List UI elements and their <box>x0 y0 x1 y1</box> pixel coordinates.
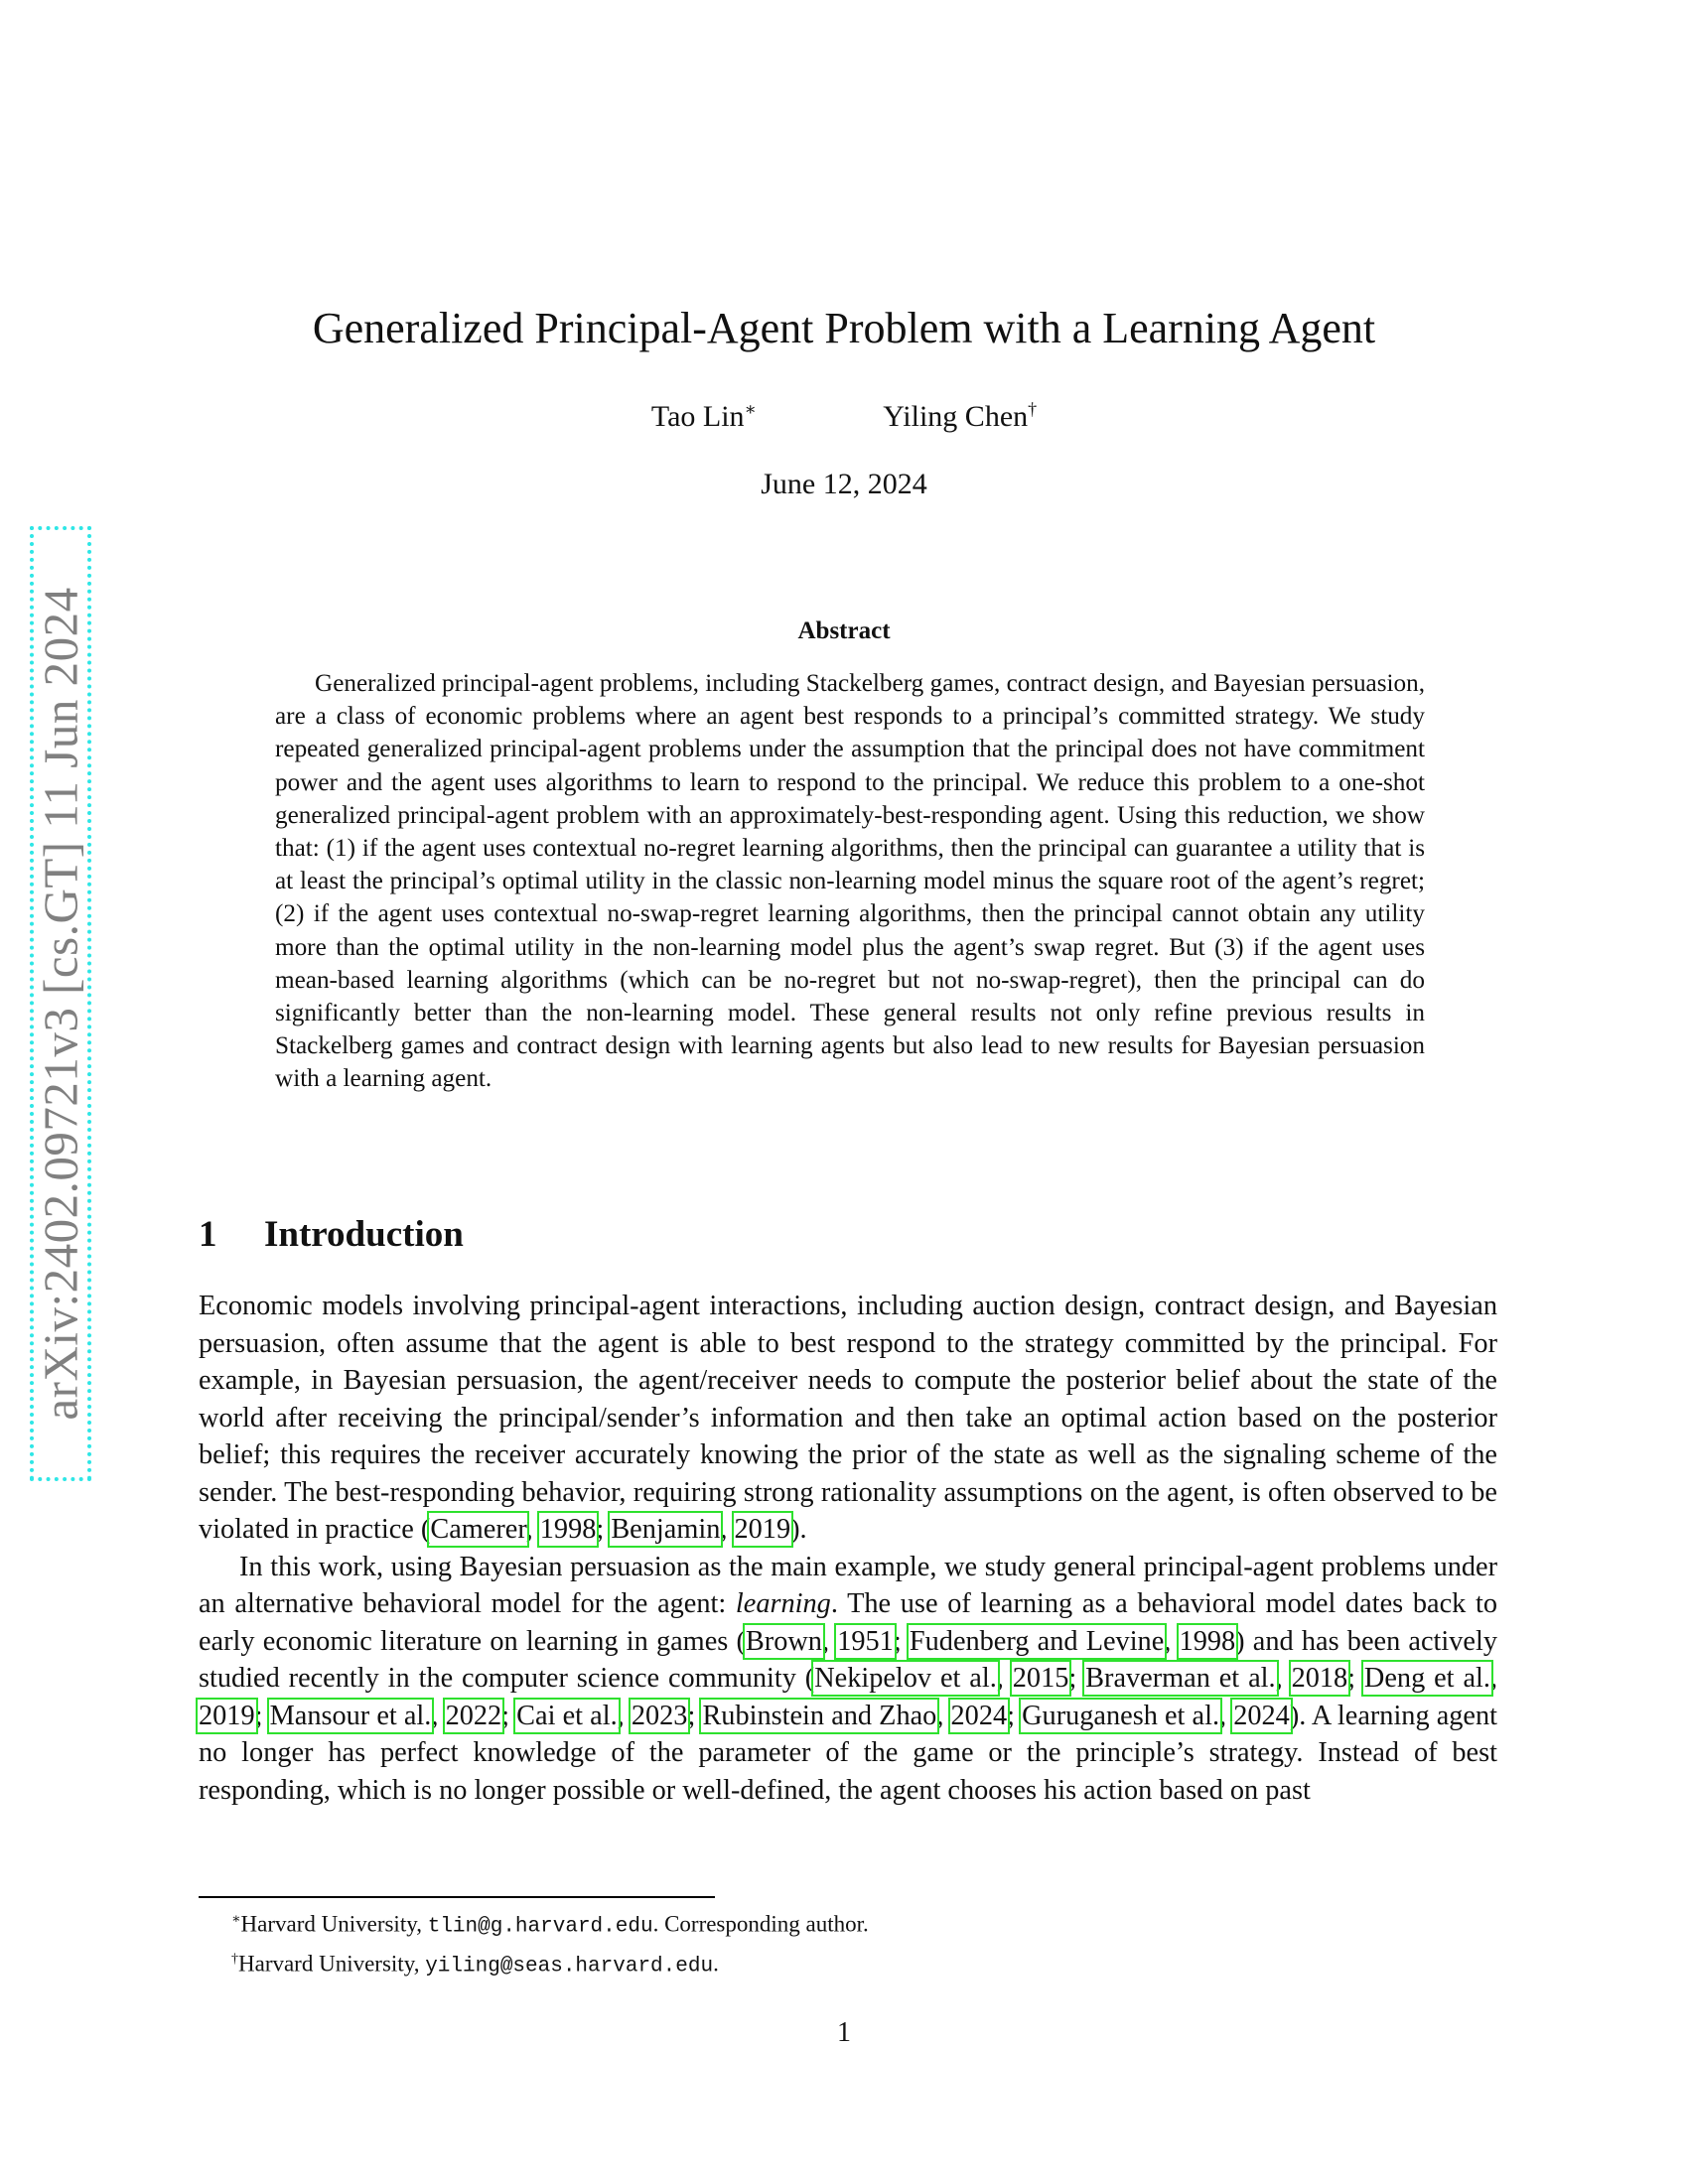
citation-year-link[interactable]: 2024 <box>1233 1700 1290 1731</box>
citation-link[interactable]: Brown <box>745 1625 822 1657</box>
citation-link[interactable]: Nekipelov et al. <box>814 1663 997 1694</box>
citation-year-link[interactable]: 2019 <box>734 1514 791 1545</box>
emphasis: learning <box>735 1588 831 1619</box>
footnote-mark: † <box>231 1951 238 1967</box>
footnotes <box>199 1904 1489 1982</box>
citation-year-link[interactable]: 2018 <box>1291 1663 1348 1694</box>
citation-link[interactable]: Braverman et al. <box>1085 1663 1276 1694</box>
page-number: 1 <box>837 2017 851 2048</box>
abstract-body: Generalized principal-agent problems, including Stackelberg games, contract design, and Bayesian persuasion, are a class of economic problems where an agent best responds to a principal’s committed strategy. We study repeated generalized principal-agent problems under the assumption that the principal does not have commitment power and the agent uses algorithms to learn to respond to the principal. We reduce this problem to a one-shot generalized principal-agent problem with an approximately-best-responding agent. Using this reduction, we show that: (1) if the agent uses contextual no-regret learning algorithms, then the principal can guarantee a utility that is at least the principal’s optimal utility in the classic non-learning model minus the square root of the agent’s regret; (2) if the agent uses contextual no-swap-regret learning algorithms, then the principal cannot obtain any utility more than the optimal utility in the non-learning model plus the agent’s swap regret. But (3) if the agent uses mean-based learning algorithms (which can be no-regret but not no-swap-regret), then the principal can do significantly better than the non-learning model. These general results not only refine previous results in Stackelberg games and contract design with learning agents but also lead to new results for Bayesian persuasion with a learning agent. <box>275 670 1425 1093</box>
footnote-mark[interactable]: ∗ <box>744 399 757 419</box>
section-number: 1 <box>199 1214 217 1255</box>
citation-year-link[interactable]: 2015 <box>1012 1663 1069 1694</box>
paragraph-text: ). A learning agent no longer has perfect knowledge of the parameter of the game or the principle’s strategy. Instead of best responding, which is no longer possible or well-defined, the agent chooses his action based on past <box>199 1700 1498 1806</box>
citation-link[interactable]: Deng et al. <box>1363 1663 1490 1694</box>
footnote-divider <box>199 1896 715 1898</box>
footnote-text: . <box>713 1951 719 1977</box>
footnote-text: Harvard University, <box>238 1951 426 1977</box>
citation-year-link[interactable]: 1951 <box>837 1625 894 1657</box>
email-link[interactable]: yiling@seas.harvard.edu <box>425 1955 714 1979</box>
footnote-mark[interactable]: † <box>1028 399 1038 419</box>
arxiv-identifier[interactable]: arXiv:2402.09721v3 [cs.GT] 11 Jun 2024 <box>33 587 88 1421</box>
paragraph-text: ). <box>790 1514 807 1545</box>
paragraph: Economic models involving principal-agent interactions, including auction design, contract design, and Bayesian persuasion, often assume that the agent is able to best respond to the strategy committed by the principal. For example, in Bayesian persuasion, the agent/receiver needs to compute the posterior belief about the state of the world after receiving the principal/sender’s information and then take an optimal action based on the posterior belief; this requires the receiver accurately knowing the prior of the state as well as the signaling scheme of the sender. The best-responding behavior, requiring strong rationality assumptions on the agent, is often observed to be violated in practice (Camerer, 1998; Benjamin, 2019). <box>199 1291 1497 1545</box>
citation-link[interactable]: Cai et al. <box>516 1700 618 1731</box>
author-2 <box>883 399 1037 434</box>
introduction-body <box>199 1288 1497 1809</box>
citation-year-link[interactable]: 1998 <box>1179 1625 1236 1657</box>
author-list <box>0 399 1688 434</box>
section-title: Introduction <box>264 1214 464 1255</box>
citation-year-link[interactable]: 2023 <box>631 1700 688 1731</box>
citation-link[interactable]: Camerer <box>430 1514 526 1545</box>
citation-year-link[interactable]: 2019 <box>199 1700 255 1731</box>
paper-date: June 12, 2024 <box>761 468 927 500</box>
citation-link[interactable]: Mansour et al. <box>269 1700 432 1731</box>
citation-link[interactable]: Fudenberg and Levine <box>909 1625 1165 1657</box>
author-name: Yiling Chen <box>883 400 1029 433</box>
citation-link[interactable]: Rubinstein and Zhao <box>702 1700 937 1731</box>
footnote-1 <box>199 1904 1489 1944</box>
footnote-2 <box>199 1944 1489 1983</box>
citation-link[interactable]: Guruganesh et al. <box>1022 1700 1220 1731</box>
abstract-heading: Abstract <box>797 617 891 644</box>
footnote-mark: ∗ <box>231 1912 241 1927</box>
paragraph-text: Economic models involving principal-agent interactions, including auction design, contract design, and Bayesian persuasion, often assume that the agent is able to best respond to the strategy committed by the principal. For example, in Bayesian persuasion, the agent/receiver needs to compute the posterior belief about the state of the world after receiving the principal/sender’s information and then take an optimal action based on the posterior belief; this requires the receiver accurately knowing the prior of the state as well as the signaling scheme of the sender. The best-responding behavior, requiring strong rationality assumptions on the agent, is often observed to be violated in practice ( <box>199 1291 1497 1545</box>
email-link[interactable]: tlin@g.harvard.edu <box>427 1915 653 1939</box>
citation-year-link[interactable]: 2022 <box>445 1700 502 1731</box>
paragraph-text: In this work, using Bayesian persuasion as the main example, we study general principal-agent problems under an alternative behavioral model for the agent: <box>199 1551 1497 1619</box>
author-name: Tao Lin <box>650 400 745 433</box>
paper-title: Generalized Principal-Agent Problem with a Learning Agent <box>312 304 1376 352</box>
citation-link[interactable]: Benjamin <box>611 1514 721 1545</box>
paragraph-text: . The use of learning as a behavioral model dates back to early economic literature on learning in games ( <box>199 1588 1497 1657</box>
citation-year-link[interactable]: 1998 <box>539 1514 597 1545</box>
citation-year-link[interactable]: 2024 <box>950 1700 1008 1731</box>
paragraph-text: ) and has been actively studied recently in the computer science community ( <box>199 1625 1497 1694</box>
author-1 <box>651 399 757 434</box>
footnote-text: . Corresponding author. <box>652 1911 869 1937</box>
paragraph: In this work, using Bayesian persuasion as the main example, we study general principal-agent problems under an alternative behavioral model for the agent: learning. The use of learning as a behavioral model dates back to early economic literature on learning in games (Brown, 1951; Fudenberg and Levine, 1998) and has been actively studied recently in the computer science community (Nekipelov et al., 2015; Braverman et al., 2018; Deng et al., 2019; Mansour et al., 2022; Cai et al., 2023; Rubinstein and Zhao, 2024; Guruganesh et al., 2024). A learning agent no longer has perfect knowledge of the parameter of the game or the principle’s strategy. Instead of best responding, which is no longer possible or well-defined, the agent chooses his action based on past <box>199 1551 1498 1806</box>
section-heading <box>199 1213 464 1256</box>
footnote-text: Harvard University, <box>240 1911 428 1937</box>
